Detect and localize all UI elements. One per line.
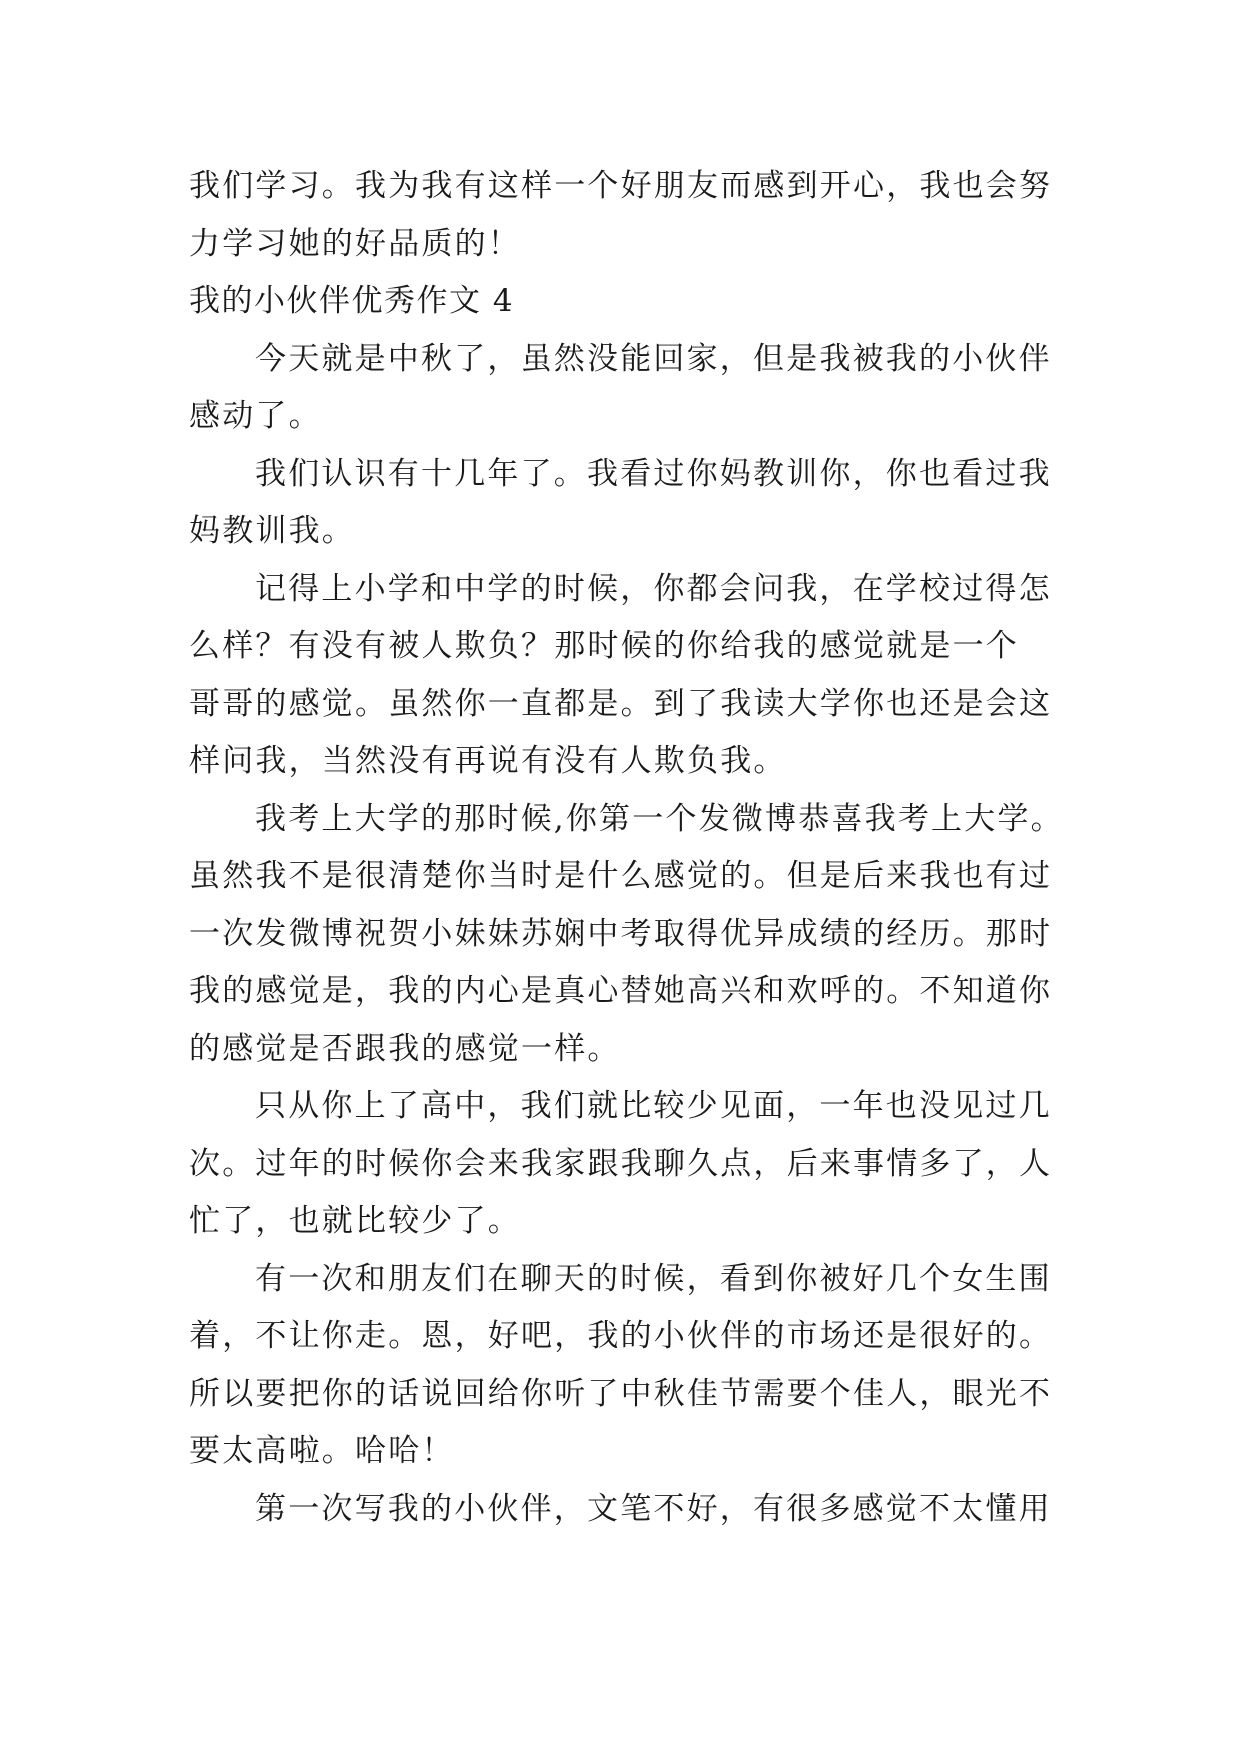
text-line: 次。过年的时候你会来我家跟我聊久点，后来事情多了，人 — [189, 1145, 1053, 1182]
paragraph-first-line: 我们认识有十几年了。我看过你妈教训你，你也看过我 — [255, 455, 1052, 492]
text-line: 要太高啦。哈哈！ — [189, 1433, 455, 1469]
text-line: 一次发微博祝贺小妹妹苏娴中考取得优异成绩的经历。那时 — [189, 915, 1053, 952]
paragraph-first-line: 记得上小学和中学的时候，你都会问我，在学校过得怎 — [255, 570, 1052, 607]
paragraph-first-line: 有一次和朋友们在聊天的时候，看到你被好几个女生围 — [255, 1260, 1052, 1297]
text-line: 样问我，当然没有再说有没有人欺负我。 — [189, 743, 787, 779]
text-line: 忙了，也就比较少了。 — [189, 1203, 521, 1239]
paragraph-first-line: 今天就是中秋了，虽然没能回家，但是我被我的小伙伴 — [255, 340, 1052, 377]
text-line: 所以要把你的话说回给你听了中秋佳节需要个佳人，眼光不 — [189, 1375, 1053, 1412]
text-line: 么样？有没有被人欺负？那时候的你给我的感觉就是一个 — [189, 628, 1019, 664]
text-line: 我们学习。我为我有这样一个好朋友而感到开心，我也会努 — [189, 168, 1053, 204]
text-line: 哥哥的感觉。虽然你一直都是。到了我读大学你也还是会这 — [189, 685, 1053, 722]
text-line: 着，不让你走。恩，好吧，我的小伙伴的市场还是很好的。 — [189, 1318, 1053, 1354]
paragraph-first-line: 只从你上了高中，我们就比较少见面，一年也没见过几 — [255, 1088, 1052, 1124]
paragraph-first-line: 我考上大学的那时候,你第一个发微博恭喜我考上大学。 — [255, 800, 1064, 837]
document-body — [189, 158, 1064, 1538]
text-line: 感动了。 — [189, 398, 322, 434]
paragraph-first-line: 第一次写我的小伙伴，文笔不好，有很多感觉不太懂用 — [255, 1490, 1052, 1527]
text-line: 力学习她的好品质的！ — [189, 225, 521, 262]
text-line: 我的感觉是，我的内心是真心替她高兴和欢呼的。不知道你 — [189, 973, 1053, 1009]
text-line: 妈教训我。 — [189, 513, 355, 549]
section-heading: 我的小伙伴优秀作文 4 — [189, 283, 515, 319]
text-line: 虽然我不是很清楚你当时是什么感觉的。但是后来我也有过 — [189, 858, 1053, 894]
text-line: 的感觉是否跟我的感觉一样。 — [189, 1030, 621, 1067]
